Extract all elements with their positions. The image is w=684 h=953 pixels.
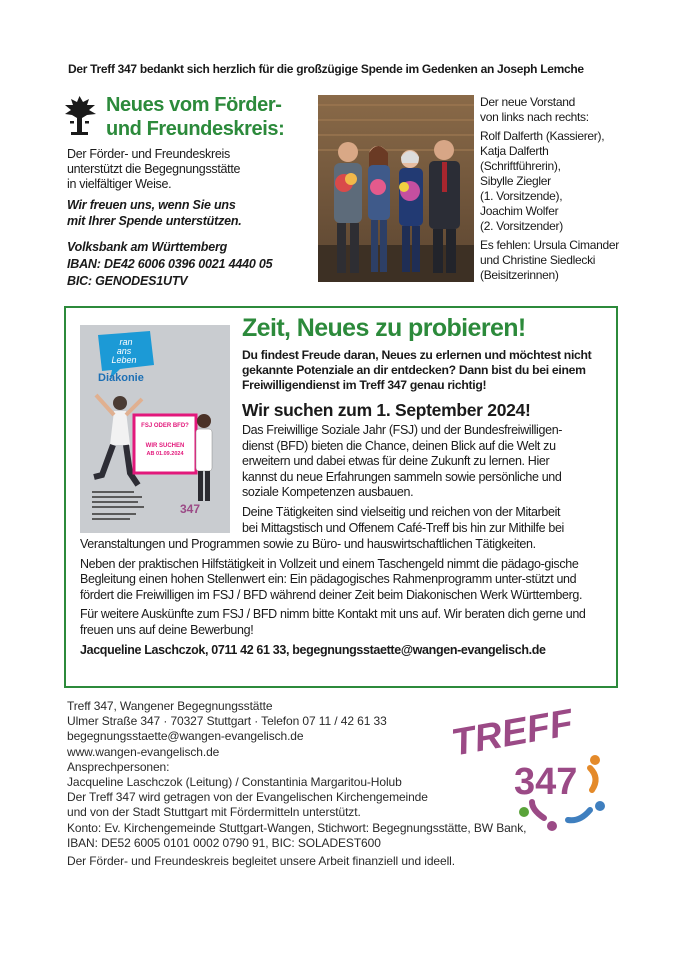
fsj-p2-line: bei Mittagstisch und Offenem Café-Treff bis hin zur Mithilfe bei [242,520,564,535]
caption-line: (1. Vorsitzende), [480,189,563,203]
fsj-title: Zeit, Neues zu probieren! [242,314,526,342]
fsj-intro [242,348,612,393]
board-caption [480,95,650,283]
foerderkreis-body-line: Der Förder- und Freundeskreis [67,147,230,161]
donation-thanks: Der Treff 347 bedankt sich herzlich für die großzügige Spende im Gedenken an Joseph Lemche [68,62,584,76]
fsj-headline: Wir suchen zum 1. September 2024! [242,400,531,420]
flyer-card-line3: AB 01.09.2024 [146,451,184,457]
fsj-p1-line: Das Freiwillige Soziale Jahr (FSJ) und der Bundesfreiwilligen- [242,423,563,437]
fsj-intro-line: gekannte Potenziale an dir entdecken? Dann bist du bei einem [242,363,586,377]
fsj-p2-line: Deine Tätigkeiten sind vielseitig und reichen von der Mitarbeit [242,505,561,519]
flyer-bubble-line3: Leben [111,355,137,365]
foerderkreis-title-line2: und Freundeskreis: [106,118,285,140]
footer-line: IBAN: DE52 6005 0101 0002 0790 91, BIC: SOLADEST600 [67,835,381,850]
footer-website-link[interactable]: www.wangen-evangelisch.de [67,744,220,759]
bank-details [67,239,272,290]
footer-email-link[interactable]: begegnungsstaette@wangen-evangelisch.de [67,729,304,744]
treff347-logo [440,698,620,838]
flyer-card-line1: FSJ ODER BFD? [141,423,189,429]
donation-appeal [67,197,312,229]
footer-line: Jacqueline Laschczok (Leitung) / Constantinia Margaritou-Holub [67,775,402,790]
caption-line: (2. Vorsitzender) [480,219,563,233]
footer-address: Ulmer Straße 347 · 70327 Stuttgart · Telefon 07 11 / 42 61 33 [67,714,387,729]
fsj-contact: Jacqueline Laschczok, 0711 42 61 33, begegnungsstaette@wangen-evangelisch.de [80,642,546,657]
fsj-p1-line: kannst du neue Erfahrungen sammeln sowie persönliche und [242,469,562,484]
donation-appeal-line: mit Ihrer Spende unterstützen. [67,214,242,228]
caption-line: von links nach rechts: [480,110,589,124]
fsj-p1-line: dienst (BFD) bieten die Chance, deinen Blick auf die Welt zu [242,438,556,453]
flyer-logo-number: 347 [180,502,201,516]
foerderkreis-title [106,93,284,141]
caption-line: Katja Dalferth [480,144,549,158]
caption-line: Joachim Wolfer [480,204,559,218]
caption-line: (Schriftführerin), [480,159,561,173]
logo-number: 347 [514,761,578,803]
caption-line: und Christine Siedlecki [480,253,596,267]
bank-bic: BIC: GENODES1UTV [67,274,188,288]
flyer-brand: Diakonie [98,372,144,384]
footer-line: Konto: Ev. Kirchengemeinde Stuttgart-Wangen, Stichwort: Begegnungsstätte, BW Bank, [67,820,527,835]
foerderkreis-body-line: unterstützt die Begegnungsstätte [67,162,241,176]
foerderkreis-body-line: in vielfältiger Weise. [67,177,172,191]
foerderkreis-title-line1: Neues vom Förder- [106,94,282,116]
fsj-paragraph-3: Neben der praktischen Hilfstätigkeit in Vollzeit und einem Taschengeld nimmt die pädago-gische Begleitung einen hohen Stellenwert ein: Ein pädagogisches Rahmenprogramm unter-stützt und fördert die Freiwilligen im FSJ / BFD während deiner Zeit beim Diakonischen Werk Württemberg. [80,556,583,602]
fsj-paragraph-1 [242,423,612,501]
fsj-intro-line: Du findest Freude daran, Neues zu erlernen und möchtest nicht [242,348,592,362]
fsj-p1-line: soziale Kompetenzen ausbauen. [242,485,414,500]
flyer-card-line2: WIR SUCHEN [145,443,185,449]
fsj-full-width-text [80,537,612,662]
fsj-paragraph-4: Für weitere Auskünfte zum FSJ / BFD nimm bitte Kontakt mit uns auf. Wir beraten dich gerne und freuen uns auf deine Bewerbung! [80,607,586,637]
caption-line: Der neue Vorstand [480,95,575,109]
flyer-bubble-line2: ans [116,346,132,356]
footer-line: und von der Stadt Stuttgart mit Fördermitteln unterstützt. [67,805,361,820]
tree-logo-icon [64,94,98,136]
diakonie-flyer-image [80,325,230,533]
footer-line: Der Treff 347 wird getragen von der Evangelischen Kirchengemeinde [67,790,428,805]
bank-iban: IBAN: DE42 6006 0396 0021 4440 05 [67,257,273,271]
flyer-bubble-line1: ran [119,337,133,347]
fsj-paragraph-2-top [242,505,612,536]
caption-line: (Beisitzerinnen) [480,268,559,282]
caption-line: Rolf Dalferth (Kassierer), [480,129,605,143]
fsj-intro-line: Freiwilligendienst im Treff 347 genau richtig! [242,378,487,392]
footer-line: Ansprechpersonen: [67,759,170,774]
logo-word: TREFF [448,701,577,765]
donation-appeal-line: Wir freuen uns, wenn Sie uns [67,198,236,212]
fsj-p2-line: Veranstaltungen und Programmen sowie zu Büro- und hauswirtschaftlichen Tätigkeiten. [80,537,536,551]
foerderkreis-text [67,147,312,192]
footer-line: Treff 347, Wangener Begegnungsstätte [67,699,273,713]
fsj-p1-line: erweitern und dabei etwas für deine Zukunft zu lernen. Hier [242,454,550,469]
bank-name: Volksbank am Württemberg [67,240,228,254]
footer-line: Der Förder- und Freundeskreis begleitet unsere Arbeit finanziell und ideell. [67,854,455,869]
caption-line: Sibylle Ziegler [480,174,551,188]
caption-line: Es fehlen: Ursula Cimander [480,238,619,252]
board-photo [318,95,474,282]
